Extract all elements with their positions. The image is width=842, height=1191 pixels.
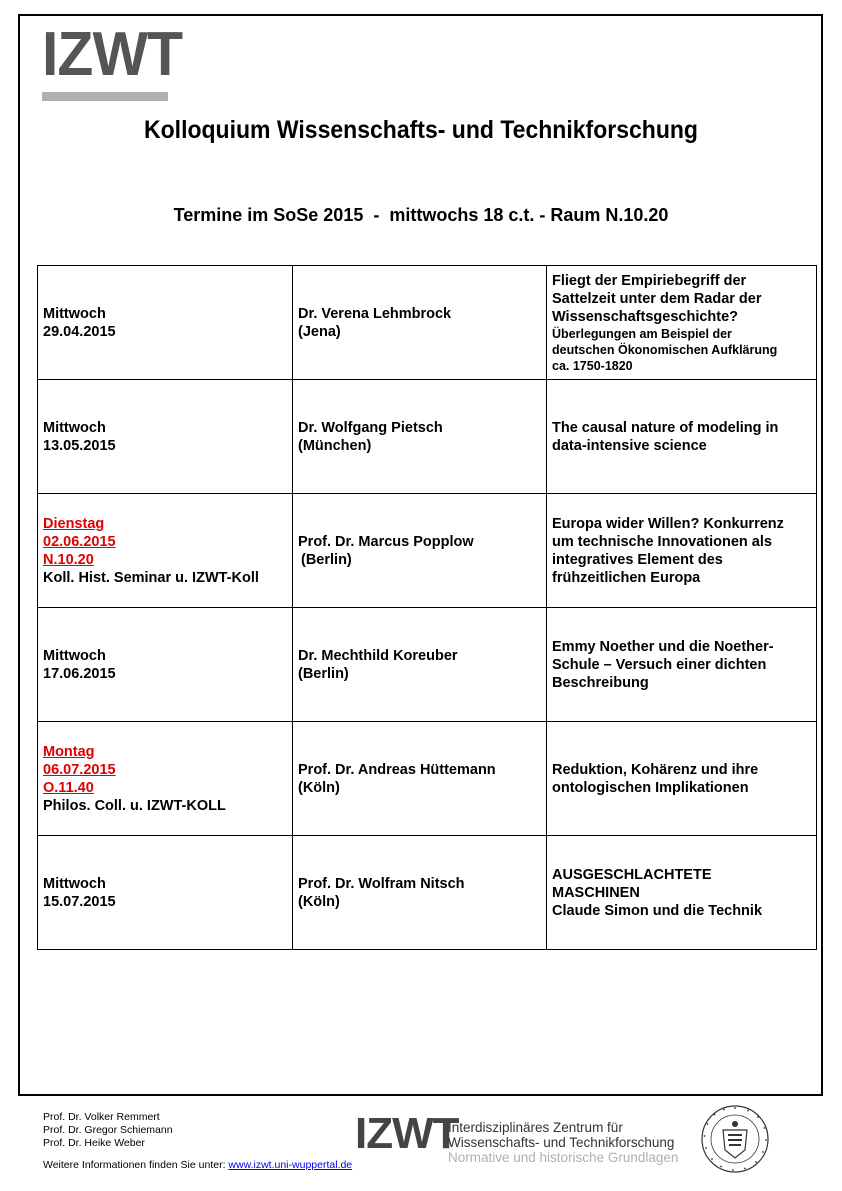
talk-title-line: Emmy Noether und die Noether- bbox=[552, 638, 774, 655]
talk-title-line: ontologischen Implikationen bbox=[552, 779, 749, 796]
izwt-footer-logo bbox=[355, 1109, 685, 1174]
speaker-city: (Jena) bbox=[298, 323, 341, 340]
date-label: 29.04.2015 bbox=[43, 323, 116, 340]
talk-title-line: Wissenschaftsgeschichte? bbox=[552, 308, 739, 325]
date-cell bbox=[38, 608, 293, 722]
talk-title-line: Beschreibung bbox=[552, 674, 649, 691]
organizer-name: Prof. Dr. Volker Remmert bbox=[43, 1111, 160, 1123]
talk-title-line: Schule – Versuch einer dichten bbox=[552, 656, 767, 673]
footer-logo-line: Normative und historische Grundlagen bbox=[448, 1150, 679, 1165]
talk-subtitle-line: ca. 1750-1820 bbox=[552, 358, 633, 373]
talk-title-line: MASCHINEN bbox=[552, 884, 640, 901]
talk-subtitle-line: Überlegungen am Beispiel der bbox=[552, 326, 732, 341]
schedule-subtitle: Termine im SoSe 2015 - mittwochs 18 c.t. - Raum N.10.20 bbox=[173, 205, 669, 225]
talk-title-cell bbox=[547, 836, 817, 950]
date-label-highlighted: 02.06.2015 bbox=[43, 533, 116, 550]
date-cell bbox=[38, 836, 293, 950]
talk-title-line: Fliegt der Empiriebegriff der bbox=[552, 272, 747, 289]
talk-title-line: integratives Element des bbox=[552, 551, 723, 568]
more-info-label: Weitere Informationen finden Sie unter: bbox=[43, 1159, 226, 1171]
talk-title-cell bbox=[547, 494, 817, 608]
website-link[interactable]: www.izwt.uni-wuppertal.de bbox=[228, 1159, 353, 1171]
talk-title-cell bbox=[547, 266, 817, 380]
table-row bbox=[38, 266, 817, 380]
date-cell bbox=[38, 380, 293, 494]
speaker-cell bbox=[293, 836, 547, 950]
date-cell bbox=[38, 266, 293, 380]
university-seal-icon bbox=[700, 1104, 770, 1174]
day-label: Mittwoch bbox=[43, 647, 106, 664]
day-label: Mittwoch bbox=[43, 875, 106, 892]
room-label-highlighted: N.10.20 bbox=[43, 551, 94, 568]
speaker-cell bbox=[293, 380, 547, 494]
speaker-name: Prof. Dr. Marcus Popplow bbox=[298, 533, 474, 550]
footer-logo-text: IZWT bbox=[355, 1109, 459, 1158]
date-cell bbox=[38, 722, 293, 836]
table-row bbox=[38, 380, 817, 494]
session-note: Koll. Hist. Seminar u. IZWT-Koll bbox=[43, 569, 259, 586]
speaker-cell bbox=[293, 722, 547, 836]
day-label-highlighted: Montag bbox=[43, 743, 95, 760]
speaker-city: (Berlin) bbox=[301, 551, 352, 568]
speaker-name: Prof. Dr. Andreas Hüttemann bbox=[298, 761, 496, 778]
footer-logo-line: Wissenschafts- und Technikforschung bbox=[448, 1135, 675, 1150]
more-info bbox=[43, 1159, 352, 1171]
izwt-logo bbox=[42, 20, 183, 102]
date-label: 17.06.2015 bbox=[43, 665, 116, 682]
speaker-name: Dr. Wolfgang Pietsch bbox=[298, 419, 443, 436]
speaker-city: (München) bbox=[298, 437, 372, 454]
day-label: Mittwoch bbox=[43, 305, 106, 322]
talk-title-cell bbox=[547, 380, 817, 494]
speaker-name: Dr. Mechthild Koreuber bbox=[298, 647, 458, 664]
schedule-table bbox=[37, 265, 817, 950]
talk-title-cell bbox=[547, 722, 817, 836]
talk-title-line: data-intensive science bbox=[552, 437, 707, 454]
date-label: 15.07.2015 bbox=[43, 893, 116, 910]
room-label-highlighted: O.11.40 bbox=[43, 779, 94, 796]
session-note: Philos. Coll. u. IZWT-KOLL bbox=[43, 797, 226, 814]
talk-subtitle-line: deutschen Ökonomischen Aufklärung bbox=[552, 342, 778, 357]
table-row bbox=[38, 608, 817, 722]
talk-title-line: Claude Simon und die Technik bbox=[552, 902, 763, 919]
speaker-city: (Köln) bbox=[298, 779, 340, 796]
date-label: 13.05.2015 bbox=[43, 437, 116, 454]
table-row bbox=[38, 836, 817, 950]
page-title: Kolloquium Wissenschafts- und Technikforschung bbox=[144, 116, 698, 144]
day-label-highlighted: Dienstag bbox=[43, 515, 105, 532]
speaker-name: Dr. Verena Lehmbrock bbox=[298, 305, 452, 322]
footer-logo-line: Interdisziplinäres Zentrum für bbox=[448, 1120, 623, 1135]
day-label: Mittwoch bbox=[43, 419, 106, 436]
speaker-city: (Köln) bbox=[298, 893, 340, 910]
speaker-cell bbox=[293, 494, 547, 608]
speaker-cell bbox=[293, 608, 547, 722]
talk-title-line: AUSGESCHLACHTETE bbox=[552, 866, 712, 883]
organizer-name: Prof. Dr. Gregor Schiemann bbox=[43, 1124, 173, 1136]
speaker-cell bbox=[293, 266, 547, 380]
date-cell bbox=[38, 494, 293, 608]
speaker-city: (Berlin) bbox=[298, 665, 349, 682]
talk-title-line: Sattelzeit unter dem Radar der bbox=[552, 290, 762, 307]
date-label-highlighted: 06.07.2015 bbox=[43, 761, 116, 778]
footer-logo-caption bbox=[448, 1120, 678, 1165]
table-row bbox=[38, 722, 817, 836]
organizer-list bbox=[43, 1111, 173, 1150]
table-row bbox=[38, 494, 817, 608]
talk-title-line: Europa wider Willen? Konkurrenz bbox=[552, 515, 784, 532]
talk-title-line: The causal nature of modeling in bbox=[552, 419, 779, 436]
talk-title-line: Reduktion, Kohärenz und ihre bbox=[552, 761, 759, 778]
logo-text: IZWT bbox=[42, 20, 183, 89]
talk-title-cell bbox=[547, 608, 817, 722]
logo-bar bbox=[42, 92, 168, 101]
talk-title-line: frühzeitlichen Europa bbox=[552, 569, 701, 586]
organizer-name: Prof. Dr. Heike Weber bbox=[43, 1137, 145, 1149]
speaker-name: Prof. Dr. Wolfram Nitsch bbox=[298, 875, 465, 892]
talk-title-line: um technische Innovationen als bbox=[552, 533, 772, 550]
